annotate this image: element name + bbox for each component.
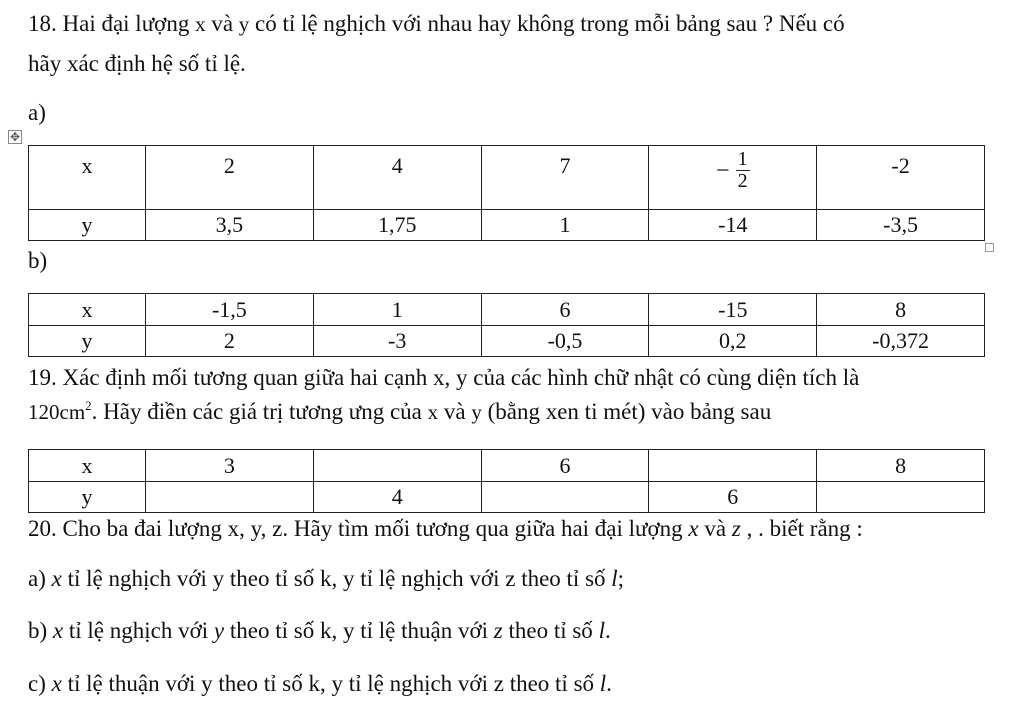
table-cell — [817, 482, 985, 513]
problem-19-line-1: 19. Xác định mối tương quan giữa hai cạnh x, y của các hình chữ nhật có cùng diện tích là — [28, 365, 860, 390]
table-cell: 6 — [481, 294, 649, 326]
problem-18-line-2: hãy xác định hệ số tỉ lệ. — [28, 51, 246, 76]
table-cell: 2 — [146, 326, 314, 357]
table-cell — [313, 450, 481, 482]
table-cell: 1 — [313, 294, 481, 326]
table-cell: 4 — [313, 146, 481, 210]
table-cell: x — [29, 294, 146, 326]
table-row — [29, 294, 985, 326]
problem-19-line-2: $120cm^2$. Hãy điền các giá trị tương ưng của x và y (bằng xen ti mét) vào bảng sau — [28, 398, 772, 424]
table-row — [29, 450, 985, 482]
table-resize-handle[interactable] — [985, 243, 994, 252]
table-cell — [146, 482, 314, 513]
table-cell: -3,5 — [817, 210, 985, 241]
part-b-label: b) — [28, 248, 48, 273]
table-b — [28, 293, 985, 357]
table-row — [29, 482, 985, 513]
table-cell: 6 — [481, 450, 649, 482]
table-cell: y — [29, 482, 146, 513]
table-cell: -0,5 — [481, 326, 649, 357]
table-cell: 3 — [146, 450, 314, 482]
table-cell: x — [29, 146, 146, 210]
problem-20-line-1: 20. Cho ba đai lượng x, y, z. Hãy tìm mối tương qua giữa hai đại lượng x và z , . biết rằng : — [28, 516, 863, 541]
problem-20-part-b: b) x tỉ lệ nghịch với y theo tỉ số k, y tỉ lệ thuận với z theo tỉ số l. — [28, 618, 611, 643]
table-row — [29, 326, 985, 357]
table-cell: 0,2 — [649, 326, 817, 357]
problem-18-line-1: 18. Hai đại lượng x và y có tỉ lệ nghịch với nhau hay không trong mỗi bảng sau ? Nếu có — [28, 11, 845, 36]
table-cell-fraction — [649, 146, 817, 210]
table-cell: 2 — [146, 146, 314, 210]
table-c — [28, 449, 985, 513]
table-cell: 7 — [481, 146, 649, 210]
table-cell — [649, 450, 817, 482]
table-cell — [481, 482, 649, 513]
table-row — [29, 146, 985, 210]
table-cell: -14 — [649, 210, 817, 241]
table-cell: y — [29, 326, 146, 357]
table-cell: y — [29, 210, 146, 241]
table-cell: 4 — [313, 482, 481, 513]
table-cell: x — [29, 450, 146, 482]
table-cell: 6 — [649, 482, 817, 513]
table-cell: 3,5 — [146, 210, 314, 241]
table-cell: -0,372 — [817, 326, 985, 357]
table-cell: -1,5 — [146, 294, 314, 326]
table-cell: 1 — [481, 210, 649, 241]
fraction: − $\frac{1}{2}$ — [716, 148, 748, 192]
table-move-handle-icon[interactable]: ✥ — [9, 130, 21, 144]
problem-20-part-c: c) x tỉ lệ thuận với y theo tỉ số k, y tỉ lệ nghịch với z theo tỉ số l. — [28, 671, 612, 696]
table-cell: -2 — [817, 146, 985, 210]
table-cell: 1,75 — [313, 210, 481, 241]
table-a — [28, 145, 985, 241]
table-cell: -3 — [313, 326, 481, 357]
table-cell: 8 — [817, 294, 985, 326]
table-cell: 8 — [817, 450, 985, 482]
table-row — [29, 210, 985, 241]
part-a-label: a) — [28, 100, 46, 125]
problem-20-part-a: a) x tỉ lệ nghịch với y theo tỉ số k, y tỉ lệ nghịch với z theo tỉ số l; — [28, 566, 625, 591]
table-cell: -15 — [649, 294, 817, 326]
